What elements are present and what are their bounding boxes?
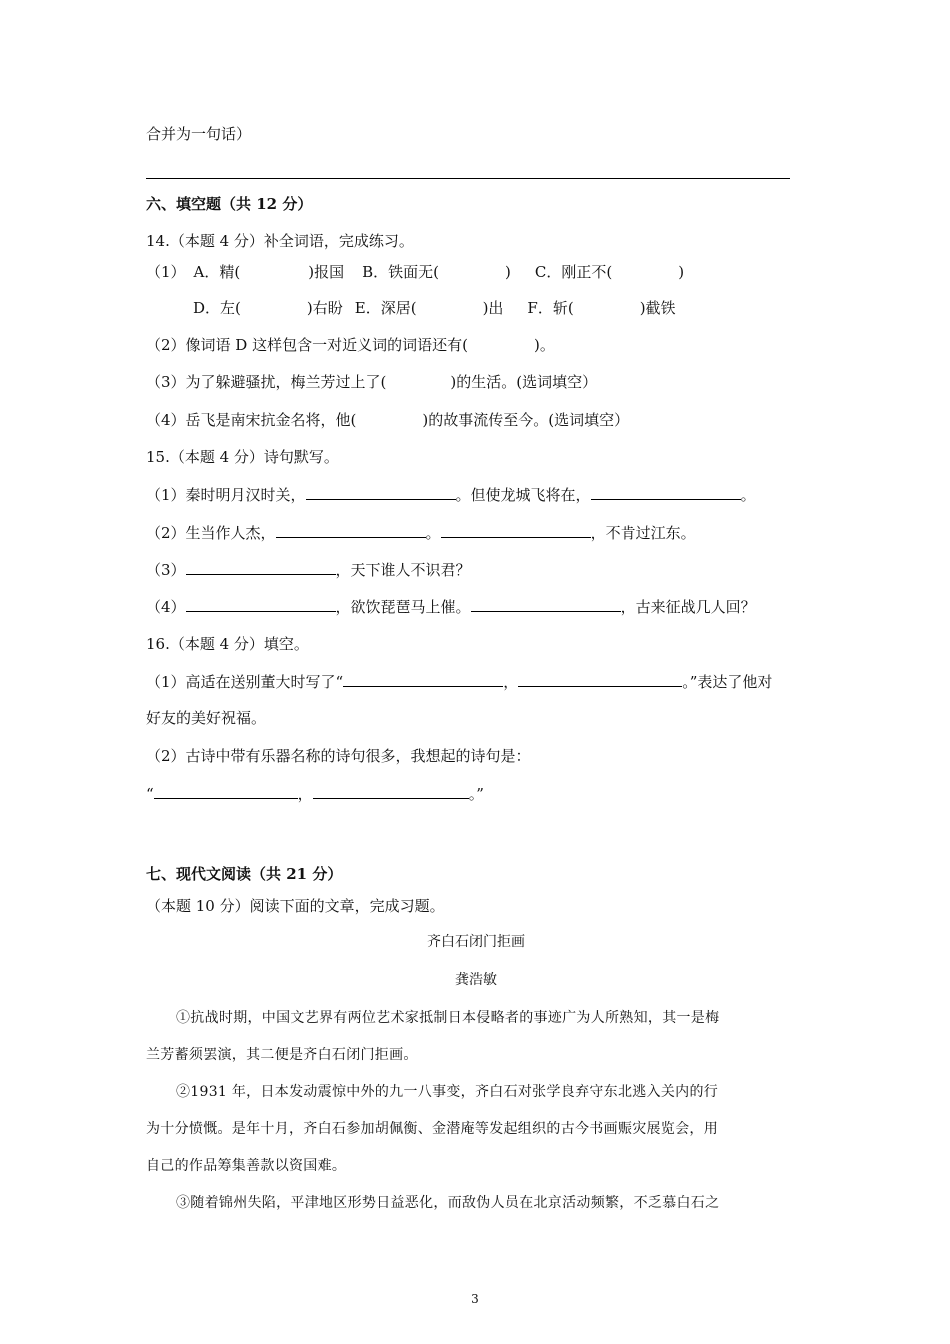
poem-blank-2[interactable] xyxy=(591,484,741,500)
question-16-line-1: （1）高适在送别董大时写了“ ， 。”表达了他对 xyxy=(146,673,773,691)
question-14-part-1-row-2: D．左( )右盼 E．深居( )出 F．斩( )截铁 xyxy=(193,299,676,317)
question-16-stem: 16.（本题 4 分）填空。 xyxy=(146,635,309,653)
question-15-line-4: （4） ，欲饮琵琶马上催。 ，古来征战几人回？ xyxy=(146,598,756,616)
reading-intro: （本题 10 分）阅读下面的文章，完成习题。 xyxy=(146,897,445,915)
article-paragraph-line: 自己的作品筹集善款以资国难。 xyxy=(146,1158,347,1174)
question-16-line-1-continued: 好友的美好祝福。 xyxy=(146,709,267,727)
article-paragraph-line: ②1931 年，日本发动震惊中外的九一八事变，齐白石对张学良弃守东北逃入关内的行 xyxy=(176,1084,719,1100)
question-14-part-3: （3）为了躲避骚扰，梅兰芳过上了( )的生活。(选词填空） xyxy=(146,373,598,391)
continuation-text: 合并为一句话） xyxy=(146,125,252,143)
question-14-stem: 14.（本题 4 分）补全词语，完成练习。 xyxy=(146,232,414,250)
poem-blank-7[interactable] xyxy=(471,596,621,612)
article-title: 齐白石闭门拒画 xyxy=(427,934,525,950)
poem-blank-11[interactable] xyxy=(313,783,469,799)
article-paragraph-line: ①抗战时期，中国文艺界有两位艺术家抵制日本侵略者的事迹广为人所熟知，其一是梅 xyxy=(176,1010,720,1026)
section-heading-fill-in: 六、填空题（共 12 分） xyxy=(146,195,313,213)
question-16-line-3: “ ， 。” xyxy=(146,785,484,803)
answer-line[interactable] xyxy=(146,178,790,179)
question-16-line-2: （2）古诗中带有乐器名称的诗句很多，我想起的诗句是： xyxy=(146,747,531,765)
poem-blank-8[interactable] xyxy=(343,671,503,687)
question-15-stem: 15.（本题 4 分）诗句默写。 xyxy=(146,448,339,466)
section-heading-modern-reading: 七、现代文阅读（共 21 分） xyxy=(146,865,343,883)
question-15-line-2: （2）生当作人杰， 。 ，不肯过江东。 xyxy=(146,524,696,542)
poem-blank-4[interactable] xyxy=(441,522,591,538)
article-paragraph-line: 兰芳蓄须罢演，其二便是齐白石闭门拒画。 xyxy=(146,1047,418,1063)
page-number: 3 xyxy=(471,1292,479,1306)
article-paragraph-line: ③随着锦州失陷，平津地区形势日益恶化，而敌伪人员在北京活动频繁，不乏慕白石之 xyxy=(176,1195,720,1211)
poem-blank-3[interactable] xyxy=(276,522,426,538)
question-14-part-2: （2）像词语 D 这样包含一对近义词的词语还有( )。 xyxy=(146,336,555,354)
poem-blank-10[interactable] xyxy=(154,783,298,799)
question-15-line-1: （1）秦时明月汉时关， 。但使龙城飞将在， 。 xyxy=(146,486,756,504)
article-paragraph-line: 为十分愤慨。是年十月，齐白石参加胡佩衡、金潜庵等发起组织的古今书画赈灾展览会，用 xyxy=(146,1121,718,1137)
question-14-part-4: （4）岳飞是南宋抗金名将，他( )的故事流传至今。(选词填空） xyxy=(146,411,630,429)
poem-blank-9[interactable] xyxy=(518,671,682,687)
poem-blank-6[interactable] xyxy=(186,596,336,612)
question-14-part-1-row-1: （1） A．精( )报国 B．铁面无( ) C．刚正不( ) xyxy=(146,263,685,281)
question-15-line-3: （3） ，天下谁人不识君？ xyxy=(146,561,471,579)
poem-blank-1[interactable] xyxy=(306,484,456,500)
article-author: 龚浩敏 xyxy=(455,972,497,988)
poem-blank-5[interactable] xyxy=(186,559,336,575)
